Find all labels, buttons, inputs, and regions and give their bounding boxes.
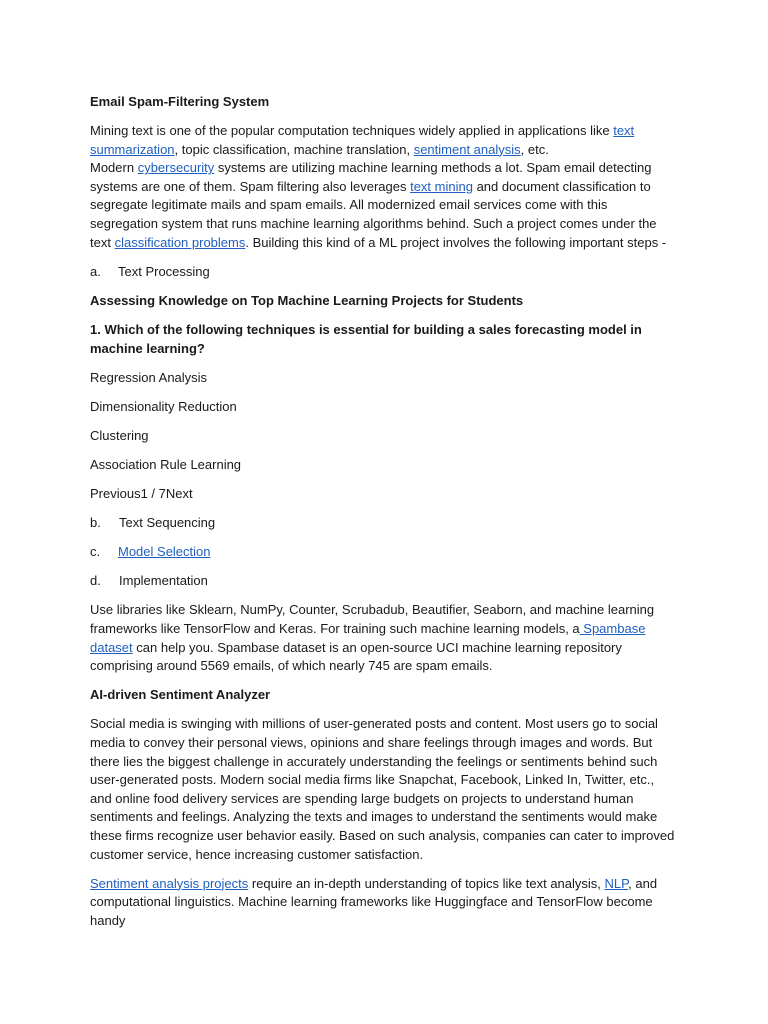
list-item-step-a bbox=[90, 263, 678, 282]
previous-button[interactable]: Previous bbox=[90, 486, 141, 501]
paragraph-text-mining: Mining text is one of the popular computation techniques widely applied in applications like text summarization, topic classification, machine translation, sentiment analysis, etc. bbox=[90, 123, 635, 157]
list-item-step-d bbox=[90, 572, 678, 591]
quiz-option-1[interactable]: Regression Analysis bbox=[90, 369, 208, 385]
paragraph-cybersecurity: Modern cybersecurity systems are utilizing machine learning methods a lot. Spam email detecting systems are one of them. Spam filtering also leverages text mining and document classification to segregate legitimate mails and spam emails. All modernized email services come with this segregation system that runs machine learning algorithms behind. Such a project comes under the text classification problems. Building this kind of a ML project involves the following important steps - bbox=[90, 160, 667, 250]
list-marker: d. bbox=[90, 573, 101, 589]
list-marker: b. bbox=[90, 515, 101, 531]
quiz-option-3[interactable]: Clustering bbox=[90, 427, 149, 443]
list-item-step-b bbox=[90, 514, 678, 533]
quiz-option-2[interactable]: Dimensionality Reduction bbox=[90, 398, 237, 414]
list-text: Implementation bbox=[119, 573, 208, 589]
quiz-navigation bbox=[90, 485, 678, 504]
link-sentiment-analysis[interactable]: sentiment analysis bbox=[413, 141, 521, 157]
quiz-option-4[interactable]: Association Rule Learning bbox=[90, 456, 242, 472]
next-button[interactable]: Next bbox=[165, 486, 193, 501]
document-content bbox=[90, 93, 678, 930]
list-marker: a. bbox=[90, 263, 101, 279]
paragraph-libraries: Use libraries like Sklearn, NumPy, Counter, Scrubadub, Beautifier, Seaborn, and machine learning frameworks like TensorFlow and Keras. For training such machine learning models, a Spambase dataset can help you. Spambase dataset is an open-source UCI machine learning repository comprising around 5569 emails, of which nearly 745 are spam emails. bbox=[90, 602, 655, 674]
link-sentiment-analysis-projects[interactable]: Sentiment analysis projects bbox=[90, 875, 249, 891]
list-item-step-c bbox=[90, 543, 678, 562]
paragraph-sentiment-projects: Sentiment analysis projects require an in-depth understanding of topics like text analysis, NLP, and computational linguistics. Machine learning frameworks like Huggingface and TensorFlow become handy bbox=[90, 875, 658, 928]
list-text: Text Processing bbox=[118, 263, 210, 279]
section-title-spam-filter: Email Spam-Filtering System bbox=[90, 94, 270, 109]
quiz-question: 1. Which of the following techniques is essential for building a sales forecasting model in machine learning? bbox=[90, 321, 642, 356]
section-title-sentiment-analyzer: AI-driven Sentiment Analyzer bbox=[90, 687, 271, 703]
link-model-selection[interactable]: Model Selection bbox=[118, 544, 211, 560]
link-text-mining[interactable]: text mining bbox=[410, 178, 473, 194]
list-text: Text Sequencing bbox=[119, 515, 216, 531]
quiz-heading: Assessing Knowledge on Top Machine Learning Projects for Students bbox=[90, 292, 524, 308]
list-marker: c. bbox=[90, 544, 101, 560]
link-cybersecurity[interactable]: cybersecurity bbox=[137, 160, 215, 176]
link-spambase-dataset[interactable]: Spambase dataset bbox=[90, 620, 646, 655]
paragraph-social-media: Social media is swinging with millions of user-generated posts and content. Most users go to social media to convey their personal views, opinions and share feelings through images and words. But there lies the biggest challenge in accurately understanding the feelings or sentiments behind such user-generated posts. Modern social media firms like Snapchat, Facebook, Linked In, Twitter, etc., and online food delivery services are spending large budgets on projects to understand human sentiments and feelings. Analyzing the texts and images to understand the sentiments would make these firms recognize user behavior easily. Based on such analysis, companies can cater to improved customer service, hence increasing customer satisfaction. bbox=[90, 716, 675, 862]
link-classification-problems[interactable]: classification problems bbox=[114, 234, 246, 250]
link-text-summarization[interactable]: text summarization bbox=[90, 123, 635, 157]
quiz-page-indicator: 1 / 7 bbox=[140, 486, 166, 501]
link-nlp[interactable]: NLP bbox=[604, 875, 629, 891]
